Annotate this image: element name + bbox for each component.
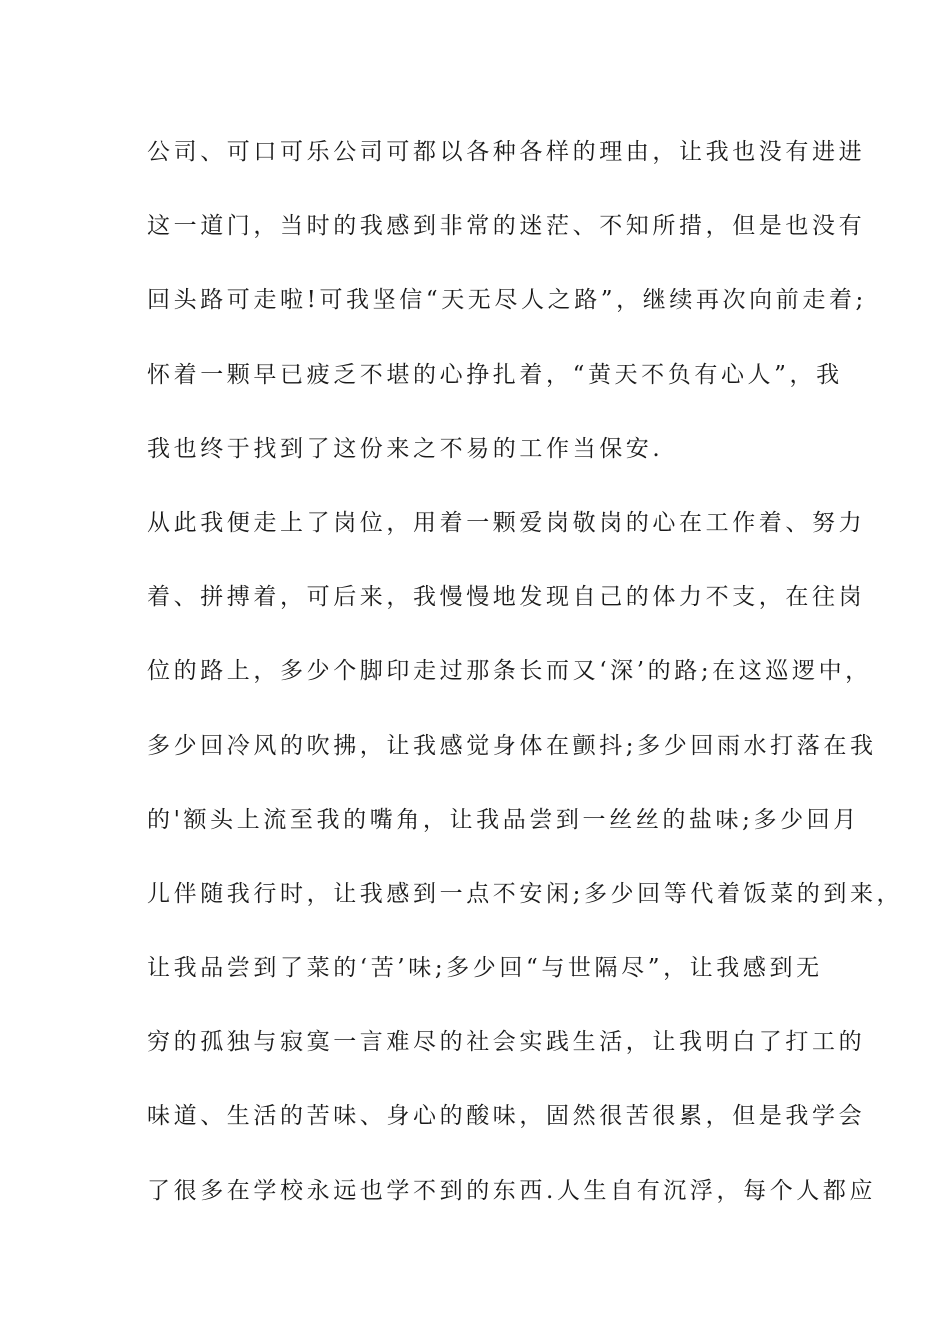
text-line: 回头路可走啦!可我坚信“天无尽人之路”，继续再次向前走着; [147,287,867,314]
text-line: 位的路上，多少个脚印走过那条长而又‘深’的路;在这巡逻中， [147,658,872,685]
body-text [147,128,904,1241]
text-line: 从此我便走上了岗位，用着一颗爱岗敬岗的心在工作着、努力 [147,509,866,536]
text-line: 怀着一颗早已疲乏不堪的心挣扎着，“黄天不负有心人”，我 [147,361,843,388]
text-line: 了很多在学校永远也学不到的东西.人生自有沉浮，每个人都应 [147,1177,877,1204]
text-line: 多少回冷风的吹拂，让我感觉身体在颤抖;多少回雨水打落在我 [147,732,877,759]
text-line: 的'额头上流至我的嘴角，让我品尝到一丝丝的盐味;多少回月 [147,806,860,833]
text-line: 着、拼搏着，可后来，我慢慢地发现自己的体力不支，在往岗 [147,584,866,611]
text-line: 穷的孤独与寂寞一言难尽的社会实践生活，让我明白了打工的 [147,1029,866,1056]
text-line: 儿伴随我行时，让我感到一点不安闲;多少回等代着饭菜的到来， [147,880,904,907]
text-line: 我也终于找到了这份来之不易的工作当保安. [147,435,664,462]
text-line: 这一道门，当时的我感到非常的迷茫、不知所措，但是也没有 [147,213,866,240]
text-line: 让我品尝到了菜的‘苦’味;多少回“与世隔尽”，让我感到无 [147,955,823,982]
text-line: 公司、可口可乐公司可都以各种各样的理由，让我也没有进进 [147,139,866,165]
text-line: 味道、生活的苦味、身心的酸味，固然很苦很累，但是我学会 [147,1103,866,1130]
